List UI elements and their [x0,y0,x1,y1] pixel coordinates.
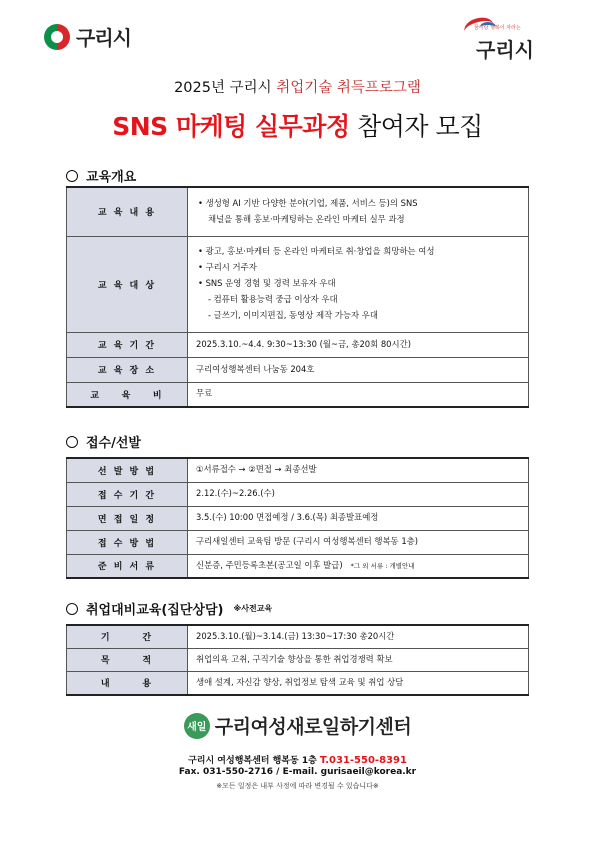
preparation-table [66,624,529,696]
row-label: 면 접 일 정 [67,506,188,530]
brand-slogan: 꿈이랑 행복이 자라는 [474,25,521,31]
extra-documents-note: *그 외 서류 : 개별안내 [350,561,415,570]
guri-emblem-icon [44,24,70,50]
program-subtitle: 2025년 구리시 취업기술 취득프로그램 [174,80,421,96]
circle-bullet-icon [66,436,78,448]
table-row [67,554,529,578]
row-value: 3.5.(수) 10:00 면접예정 / 3.6.(목) 최종발표예정 [188,506,529,530]
section-heading-overview: 교육개요 [66,166,136,185]
page-title: SNS 마케팅 실무과정 참여자 모집 [112,112,483,141]
row-value: 취업의욕 고취, 구직기술 향상을 통한 취업경쟁력 확보 [188,648,529,671]
row-value: 생애 설계, 자신감 향상, 취업정보 탐색 교육 및 취업 상담 [188,671,529,694]
table-row [67,382,529,407]
row-label: 교 육 대 상 [67,236,188,332]
row-value: • 생성형 AI 기반 다양한 분야(기업, 제품, 서비스 등)의 SNS 채널을 통해 홍보·마케팅하는 온라인 마케터 실무 과정 [188,187,529,236]
city-logo-text: 구리시 [76,26,131,50]
saeil-emblem-icon: 새일 [184,713,210,739]
row-label: 교 육 비 [67,382,188,407]
table-row [67,625,529,648]
row-label: 기 간 [67,625,188,648]
table-row [67,530,529,554]
row-value: 구리새일센터 교육팀 방문 (구리시 여성행복센터 행복동 1층) [188,530,529,554]
schedule-notice: ※모든 일정은 내부 사정에 따라 변경될 수 있습니다※ [216,782,379,790]
row-value: • 광고, 홍보·마케터 등 온라인 마케터로 취·창업을 희망하는 여성 • 구리시 거주자 • SNS 운영 경험 및 경력 보유자 우대 - 컴퓨터 활용능력 중급 이상자 우대 - 글쓰기, 이미지편집, 동영상 제작 가능자 우대 [188,236,529,332]
table-row [67,648,529,671]
table-row [67,332,529,357]
table-row [67,187,529,236]
section-heading-application: 접수/선발 [66,432,141,451]
overview-table [66,186,529,408]
row-value: 2025.3.10.~4.4. 9:30~13:30 (월~금, 총20회 80시간) [188,332,529,357]
row-label: 교 육 기 간 [67,332,188,357]
row-label: 교 육 내 용 [67,187,188,236]
row-value: 2025.3.10.(월)~3.14.(금) 13:30~17:30 총20시간 [188,625,529,648]
row-label: 접 수 기 간 [67,482,188,506]
contact-fax-email: Fax. 031-550-2716 / E-mail. gurisaeil@korea.kr [178,767,417,777]
row-value: ①서류접수 → ②면접 → 최종선발 [188,458,529,482]
guri-brand-logo [462,16,552,66]
row-label: 내 용 [67,671,188,694]
row-value: 무료 [188,382,529,407]
row-value: 구리여성행복센터 나눔동 204호 [188,357,529,382]
pre-education-note: ※사전교육 [233,604,273,613]
contact-phone[interactable]: T.031-550-8391 [319,755,407,766]
row-value: 신분증, 주민등록초본(공고일 이후 발급) *그 외 서류 : 개별안내 [188,554,529,578]
guri-city-logo [44,22,131,51]
section-heading-preparation: 취업대비교육(집단상담) ※사전교육 [66,599,272,618]
circle-bullet-icon [66,603,78,615]
center-name: 구리여성새로일하기센터 [214,716,412,738]
table-row [67,236,529,332]
brand-logo-text: 구리시 [476,38,534,62]
circle-bullet-icon [66,170,78,182]
center-logo [0,712,595,739]
table-row [67,357,529,382]
row-value: 2.12.(수)~2.26.(수) [188,482,529,506]
row-label: 준 비 서 류 [67,554,188,578]
row-label: 접 수 방 법 [67,530,188,554]
row-label: 선 발 방 법 [67,458,188,482]
table-row [67,458,529,482]
table-row [67,671,529,694]
row-label: 교 육 장 소 [67,357,188,382]
row-label: 목 적 [67,648,188,671]
table-row [67,506,529,530]
application-table [66,457,529,579]
table-row [67,482,529,506]
contact-address: 구리시 여성행복센터 행복동 1층 T.031-550-8391 [188,755,407,766]
